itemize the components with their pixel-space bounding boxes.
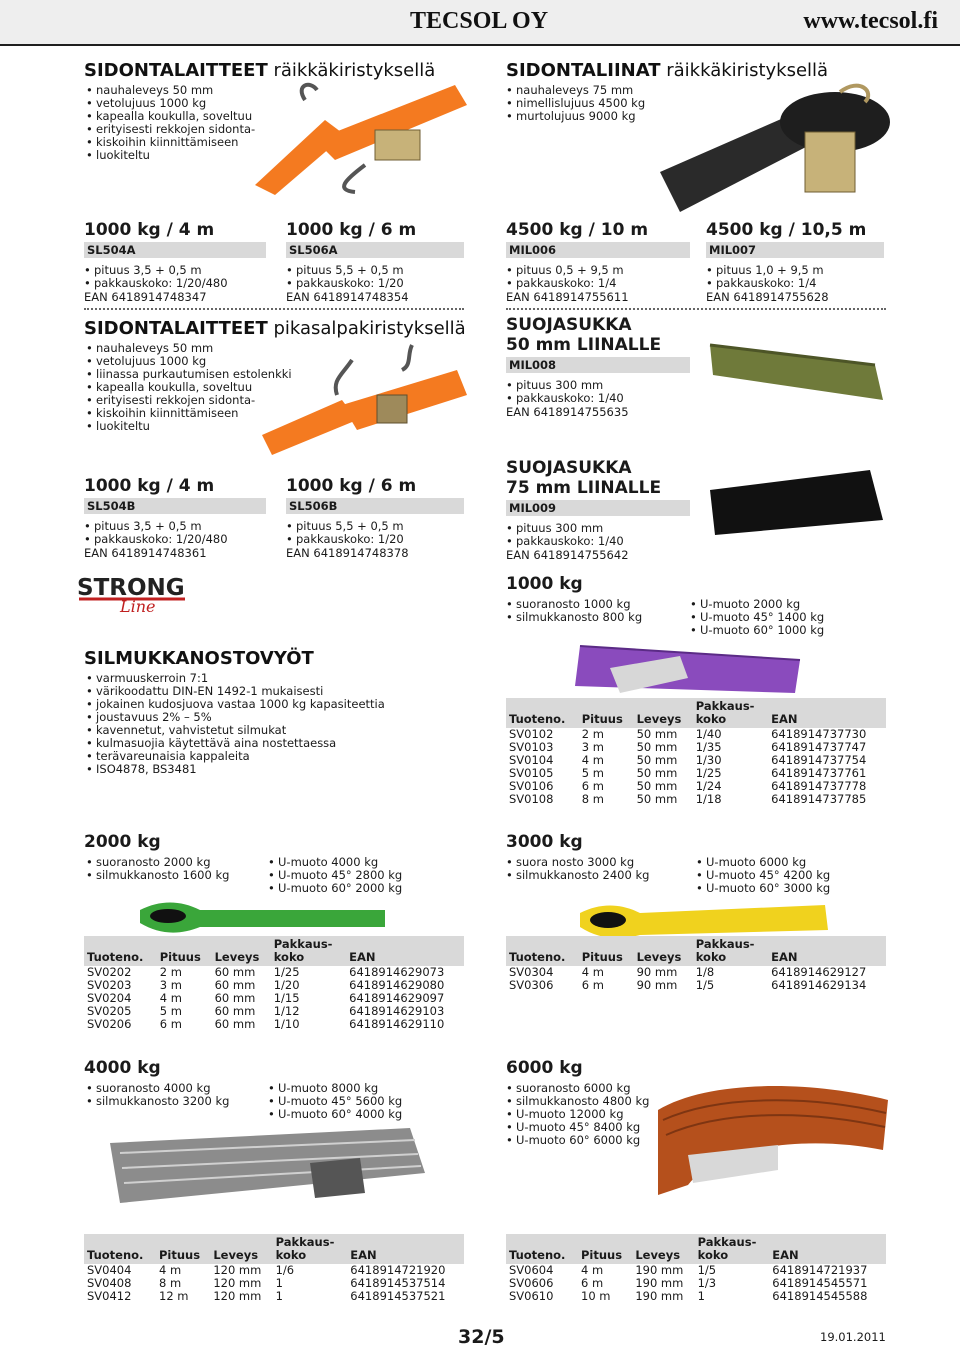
quick-bullets xyxy=(86,342,292,433)
bullet: • pakkauskoko: 1/20 xyxy=(286,533,466,546)
cell: 50 mm xyxy=(636,727,678,741)
cell: 5 m xyxy=(159,1004,182,1018)
bullet: • pakkauskoko: 1/20/480 xyxy=(84,277,464,290)
ratchet-left-title xyxy=(84,60,435,81)
s3000-left xyxy=(506,856,649,882)
bullet: • silmukkanosto 4800 kg xyxy=(506,1095,649,1108)
bullet: • silmukkanosto 1600 kg xyxy=(86,869,229,882)
sleeve-50 xyxy=(506,315,690,419)
cell: 1/3 xyxy=(697,1276,717,1290)
bullet: • pakkauskoko: 1/20/480 xyxy=(84,533,274,546)
cell: SV0108 xyxy=(509,792,554,806)
col-pack xyxy=(695,1234,770,1264)
cell: 1 xyxy=(275,1289,283,1303)
bullet: • U-muoto 60° 6000 kg xyxy=(506,1134,649,1147)
bullet: • värikoodattu DIN-EN 1492-1 mukaisesti xyxy=(86,685,385,698)
s3000-right xyxy=(696,856,830,895)
cell: SV0204 xyxy=(87,991,132,1005)
cell: 4 m xyxy=(581,1263,604,1277)
bullet: • suora nosto 3000 kg xyxy=(506,856,649,869)
orange-quick-strap-image xyxy=(262,340,467,455)
bullet: • nauhaleveys 50 mm xyxy=(86,342,292,355)
ean: EAN 6418914755628 xyxy=(706,290,829,304)
bullet: • nauhaleveys 50 mm xyxy=(86,84,255,97)
cell: 10 m xyxy=(581,1289,611,1303)
product-mil006 xyxy=(506,220,696,304)
cell: 6418914545588 xyxy=(772,1289,868,1303)
cell: 12 m xyxy=(159,1289,189,1303)
bullet: • joustavuus 2% – 5% xyxy=(86,711,385,724)
bullet: • silmukkanosto 2400 kg xyxy=(506,869,649,882)
bullet: • pituus 1,0 + 9,5 m xyxy=(706,264,896,277)
product-title: 1000 kg / 4 m xyxy=(84,220,215,240)
bullet: • pakkauskoko: 1/40 xyxy=(506,535,690,548)
product-code: MIL008 xyxy=(506,357,690,373)
cell: 1/5 xyxy=(697,1263,717,1277)
cell: 6418914721920 xyxy=(350,1263,446,1277)
cell: 3 m xyxy=(159,978,182,992)
col-width: Leveys xyxy=(634,698,693,728)
col-ean: EAN xyxy=(768,698,886,728)
quick-title xyxy=(84,318,466,339)
cell: SV0304 xyxy=(509,965,554,979)
product-title: 1000 kg / 4 m xyxy=(84,476,215,496)
brown-sling-image xyxy=(648,1075,893,1210)
cell: 50 mm xyxy=(636,792,678,806)
cell: 120 mm xyxy=(213,1276,262,1290)
s2000-title: 2000 kg xyxy=(84,832,161,852)
title-light: pikasalpakiristyksellä xyxy=(267,318,466,339)
bullet: • vetolujuus 1000 kg xyxy=(86,355,292,368)
cell: 1/18 xyxy=(695,792,722,806)
cell: 6 m xyxy=(581,779,604,793)
col-ean: EAN xyxy=(347,1234,464,1264)
cell: 1/20 xyxy=(273,978,300,992)
cell: 1/8 xyxy=(695,965,715,979)
ean: EAN 6418914755642 xyxy=(506,548,629,562)
bullet: • U-muoto 60° 4000 kg xyxy=(268,1108,402,1121)
black-ratchet-strap-image xyxy=(660,82,900,212)
logo-word2: Line xyxy=(120,597,156,615)
product-code: SL506A xyxy=(286,242,464,258)
bullet: • suoranosto 1000 kg xyxy=(506,598,642,611)
ean: EAN 6418914748361 xyxy=(84,546,207,560)
cell: 6418914737778 xyxy=(771,779,867,793)
cell: SV0103 xyxy=(509,740,554,754)
bullet: • liinassa purkautumisen estolenkki xyxy=(86,368,292,381)
page-number: 32/5 xyxy=(458,1326,505,1348)
title-bold: SIDONTALAITTEET xyxy=(84,60,268,81)
bullet: • pituus 5,5 + 0,5 m xyxy=(286,264,466,277)
bullet: • luokiteltu xyxy=(86,420,292,433)
dotted-divider xyxy=(506,308,886,310)
table-row xyxy=(84,1018,464,1031)
col-length: Pituus xyxy=(157,936,212,966)
s1000-title: 1000 kg xyxy=(506,574,583,594)
bullet: • U-muoto 45° 5600 kg xyxy=(268,1095,402,1108)
footer-date: 19.01.2011 xyxy=(820,1330,886,1344)
bullet: • nauhaleveys 75 mm xyxy=(506,84,645,97)
ean: EAN 6418914755611 xyxy=(506,290,629,304)
slings-title: SILMUKKANOSTOVYÖT xyxy=(84,648,314,669)
product-title: 1000 kg / 6 m xyxy=(286,220,417,240)
cell: SV0102 xyxy=(509,727,554,741)
col-ean: EAN xyxy=(346,936,464,966)
cell: 190 mm xyxy=(635,1276,684,1290)
col-length: Pituus xyxy=(579,936,634,966)
cell: 1/35 xyxy=(695,740,722,754)
col-width: Leveys xyxy=(212,936,271,966)
ratchet-left-bullets xyxy=(86,84,255,162)
bullet: • kapealla koukulla, soveltuu xyxy=(86,110,255,123)
s6000-title: 6000 kg xyxy=(506,1058,583,1078)
bullet: • U-muoto 60° 1000 kg xyxy=(690,624,824,637)
cell: 50 mm xyxy=(636,779,678,793)
ean: EAN 6418914748378 xyxy=(286,546,409,560)
bullet-cont: • erityisesti rekkojen sidonta- xyxy=(86,123,255,136)
cell: 120 mm xyxy=(213,1289,262,1303)
bullet: • U-muoto 60° 3000 kg xyxy=(696,882,830,895)
bullet: • pakkauskoko: 1/20 xyxy=(286,277,466,290)
cell: 90 mm xyxy=(636,978,678,992)
col-pack xyxy=(273,1234,348,1264)
cell: 6418914737730 xyxy=(771,727,867,741)
col-pack-1: Pakkaus- xyxy=(695,699,755,713)
cell: 6418914629110 xyxy=(349,1017,445,1031)
bullet: • silmukkanosto 800 kg xyxy=(506,611,642,624)
company-name: TECSOL OY xyxy=(410,8,549,34)
bullet: • suoranosto 2000 kg xyxy=(86,856,229,869)
bullet: • U-muoto 8000 kg xyxy=(268,1082,402,1095)
s4000-table xyxy=(84,1234,464,1303)
cell: 60 mm xyxy=(214,991,256,1005)
ratchet-right-title xyxy=(506,60,828,81)
cell: SV0106 xyxy=(509,779,554,793)
bullet: • pituus 300 mm xyxy=(506,522,690,535)
cell: 6418914721937 xyxy=(772,1263,868,1277)
col-length: Pituus xyxy=(578,1234,632,1264)
product-sl506b xyxy=(286,476,466,560)
cell: 1/30 xyxy=(695,753,722,767)
product-code: SL504A xyxy=(84,242,266,258)
product-title: 75 mm LIINALLE xyxy=(506,478,662,498)
bullet: • pakkauskoko: 1/4 xyxy=(506,277,696,290)
col-pack-2: koko xyxy=(697,1248,729,1262)
col-pack-2: koko xyxy=(695,950,727,964)
product-title: 4500 kg / 10 m xyxy=(506,220,649,240)
cell: SV0202 xyxy=(87,965,132,979)
cell: 4 m xyxy=(581,753,604,767)
cell: 1/15 xyxy=(273,991,300,1005)
cell: SV0604 xyxy=(509,1263,554,1277)
cell: 50 mm xyxy=(636,766,678,780)
cell: 6418914629103 xyxy=(349,1004,445,1018)
col-pack-1: Pakkaus- xyxy=(275,1235,335,1249)
col-product: Tuoteno. xyxy=(506,1234,578,1264)
bullet: • U-muoto 4000 kg xyxy=(268,856,402,869)
cell: 6 m xyxy=(581,978,604,992)
cell: SV0408 xyxy=(87,1276,132,1290)
bullet-cont: • erityisesti rekkojen sidonta- xyxy=(86,394,292,407)
cell: 6418914629127 xyxy=(771,965,867,979)
s1000-table xyxy=(506,698,886,806)
table-row xyxy=(506,793,886,806)
title-bold: SIDONTALIINAT xyxy=(506,60,661,81)
product-code: MIL009 xyxy=(506,500,690,516)
col-ean: EAN xyxy=(769,1234,886,1264)
cell: 60 mm xyxy=(214,978,256,992)
col-product: Tuoteno. xyxy=(84,1234,156,1264)
cell: 8 m xyxy=(159,1276,182,1290)
table-row xyxy=(506,1290,886,1303)
col-pack xyxy=(693,936,768,966)
purple-sling-image xyxy=(570,638,805,698)
col-width: Leveys xyxy=(634,936,693,966)
col-product: Tuoteno. xyxy=(506,936,579,966)
black-sleeve-image xyxy=(705,465,885,540)
cell: SV0306 xyxy=(509,978,554,992)
slings-bullets xyxy=(86,672,385,776)
product-code: MIL006 xyxy=(506,242,690,258)
cell: 3 m xyxy=(581,740,604,754)
logo-word1: STRONG xyxy=(77,575,185,601)
cell: SV0203 xyxy=(87,978,132,992)
col-pack-2: koko xyxy=(275,1248,307,1262)
product-title: 1000 kg / 6 m xyxy=(286,476,417,496)
bullet: • pakkauskoko: 1/40 xyxy=(506,392,690,405)
bullet: • vetolujuus 1000 kg xyxy=(86,97,255,110)
bullet: • pituus 0,5 + 9,5 m xyxy=(506,264,696,277)
cell: 6418914629134 xyxy=(771,978,867,992)
bullet: • pituus 3,5 + 0,5 m xyxy=(84,520,274,533)
cell: 4 m xyxy=(581,965,604,979)
cell: 8 m xyxy=(581,792,604,806)
bullet: • kulmasuojia käytettävä aina nostettaessa xyxy=(86,737,385,750)
olive-sleeve-image xyxy=(705,335,885,405)
col-pack xyxy=(271,936,346,966)
col-length: Pituus xyxy=(579,698,634,728)
bullet: • U-muoto 45° 1400 kg xyxy=(690,611,824,624)
product-title: SUOJASUKKA xyxy=(506,315,632,335)
yellow-sling-image xyxy=(580,895,830,940)
table-row xyxy=(506,979,886,992)
col-pack-1: Pakkaus- xyxy=(273,937,333,951)
col-ean: EAN xyxy=(768,936,886,966)
cell: 1/25 xyxy=(695,766,722,780)
table-row xyxy=(84,1290,464,1303)
cell: SV0205 xyxy=(87,1004,132,1018)
product-code: SL506B xyxy=(286,498,464,514)
bullet: • U-muoto 2000 kg xyxy=(690,598,824,611)
bullet: • luokiteltu xyxy=(86,149,255,162)
cell: 2 m xyxy=(159,965,182,979)
title-light: räikkäkiristyksellä xyxy=(267,60,436,81)
cell: 60 mm xyxy=(214,1017,256,1031)
sleeve-75 xyxy=(506,458,690,562)
product-title: 4500 kg / 10,5 m xyxy=(706,220,867,240)
bullet: • suoranosto 6000 kg xyxy=(506,1082,649,1095)
s2000-left xyxy=(86,856,229,882)
col-length: Pituus xyxy=(156,1234,210,1264)
cell: 190 mm xyxy=(635,1263,684,1277)
product-sl504b xyxy=(84,476,274,560)
s6000-table xyxy=(506,1234,886,1303)
bullet: • U-muoto 12000 kg xyxy=(506,1108,649,1121)
s4000-left xyxy=(86,1082,229,1108)
grey-sling-image xyxy=(110,1118,430,1208)
cell: 6418914537514 xyxy=(350,1276,446,1290)
cell: SV0606 xyxy=(509,1276,554,1290)
col-pack-2: koko xyxy=(273,950,305,964)
cell: SV0610 xyxy=(509,1289,554,1303)
cell: 6 m xyxy=(159,1017,182,1031)
bullet: • varmuuskerroin 7:1 xyxy=(86,672,385,685)
cell: 6418914629073 xyxy=(349,965,445,979)
ean: EAN 6418914755635 xyxy=(506,405,629,419)
ean: EAN 6418914748347 xyxy=(84,290,207,304)
cell: 6418914737761 xyxy=(771,766,867,780)
s6000-left xyxy=(506,1082,649,1147)
cell: 1/12 xyxy=(273,1004,300,1018)
cell: 190 mm xyxy=(635,1289,684,1303)
bullet: • ISO4878, BS3481 xyxy=(86,763,385,776)
s1000-left xyxy=(506,598,642,624)
bullet: • U-muoto 60° 2000 kg xyxy=(268,882,402,895)
bullet: • silmukkanosto 3200 kg xyxy=(86,1095,229,1108)
cell: 5 m xyxy=(581,766,604,780)
cell: 120 mm xyxy=(213,1263,262,1277)
product-mil007 xyxy=(706,220,896,304)
cell: 50 mm xyxy=(636,740,678,754)
cell: SV0206 xyxy=(87,1017,132,1031)
bullet: • murtolujuus 9000 kg xyxy=(506,110,645,123)
bullet: • U-muoto 45° 8400 kg xyxy=(506,1121,649,1134)
cell: 6418914737754 xyxy=(771,753,867,767)
bullet: • suoranosto 4000 kg xyxy=(86,1082,229,1095)
cell: 6 m xyxy=(581,1276,604,1290)
product-code: SL504B xyxy=(84,498,266,514)
cell: 6418914545571 xyxy=(772,1276,868,1290)
bullet: • pituus 5,5 + 0,5 m xyxy=(286,520,466,533)
col-width: Leveys xyxy=(632,1234,694,1264)
col-pack-2: koko xyxy=(695,712,727,726)
product-title: 50 mm LIINALLE xyxy=(506,335,662,355)
bullet: • kavennetut, vahvistetut silmukat xyxy=(86,724,385,737)
cell: SV0104 xyxy=(509,753,554,767)
s2000-right xyxy=(268,856,402,895)
s1000-right xyxy=(690,598,824,637)
col-pack xyxy=(693,698,768,728)
cell: 6418914629080 xyxy=(349,978,445,992)
s4000-title: 4000 kg xyxy=(84,1058,161,1078)
bullet-cont: • kiskoihin kiinnittämiseen xyxy=(86,136,255,149)
cell: 1/5 xyxy=(695,978,715,992)
col-product: Tuoteno. xyxy=(506,698,579,728)
col-pack-1: Pakkaus- xyxy=(697,1235,757,1249)
cell: 1/6 xyxy=(275,1263,295,1277)
ean: EAN 6418914748354 xyxy=(286,290,409,304)
cell: 1 xyxy=(275,1276,283,1290)
cell: 6418914737785 xyxy=(771,792,867,806)
cell: 1/24 xyxy=(695,779,722,793)
cell: 60 mm xyxy=(214,965,256,979)
title-light: räikkäkiristyksellä xyxy=(660,60,829,81)
dotted-divider xyxy=(84,308,464,310)
cell: 4 m xyxy=(159,1263,182,1277)
title-bold: SIDONTALAITTEET xyxy=(84,318,268,339)
cell: 6418914537521 xyxy=(350,1289,446,1303)
cell: 1/40 xyxy=(695,727,722,741)
cell: 6418914737747 xyxy=(771,740,867,754)
s3000-title: 3000 kg xyxy=(506,832,583,852)
bullet: • U-muoto 45° 4200 kg xyxy=(696,869,830,882)
product-code: MIL007 xyxy=(706,242,884,258)
col-product: Tuoteno. xyxy=(84,936,157,966)
s3000-table xyxy=(506,936,886,992)
cell: 1 xyxy=(697,1289,705,1303)
col-pack-1: Pakkaus- xyxy=(695,937,755,951)
s4000-right xyxy=(268,1082,402,1121)
bullet: • pituus 300 mm xyxy=(506,379,690,392)
strong-line-logo xyxy=(75,573,205,615)
cell: 2 m xyxy=(581,727,604,741)
bullet: • U-muoto 45° 2800 kg xyxy=(268,869,402,882)
cell: SV0404 xyxy=(87,1263,132,1277)
green-sling-image xyxy=(140,895,390,935)
bullet-cont: • kiskoihin kiinnittämiseen xyxy=(86,407,292,420)
bullet-cont: • terävareunaisia kappaleita xyxy=(86,750,385,763)
website-url[interactable]: www.tecsol.fi xyxy=(803,8,938,34)
product-sl506a xyxy=(286,220,466,304)
col-width: Leveys xyxy=(210,1234,272,1264)
bullet: • nimellislujuus 4500 kg xyxy=(506,97,645,110)
cell: 50 mm xyxy=(636,753,678,767)
bullet: • pakkauskoko: 1/4 xyxy=(706,277,896,290)
cell: 1/25 xyxy=(273,965,300,979)
s2000-table xyxy=(84,936,464,1031)
bullet: • pituus 3,5 + 0,5 m xyxy=(84,264,464,277)
bullet: • U-muoto 6000 kg xyxy=(696,856,830,869)
cell: SV0105 xyxy=(509,766,554,780)
cell: SV0412 xyxy=(87,1289,132,1303)
cell: 60 mm xyxy=(214,1004,256,1018)
ratchet-right-bullets xyxy=(506,84,645,123)
cell: 6418914629097 xyxy=(349,991,445,1005)
cell: 4 m xyxy=(159,991,182,1005)
product-title: SUOJASUKKA xyxy=(506,458,632,478)
bullet: • kapealla koukulla, soveltuu xyxy=(86,381,292,394)
bullet: • jokainen kudosjuova vastaa 1000 kg kapasiteettia xyxy=(86,698,385,711)
cell: 90 mm xyxy=(636,965,678,979)
cell: 1/10 xyxy=(273,1017,300,1031)
orange-ratchet-strap-image xyxy=(255,80,475,195)
